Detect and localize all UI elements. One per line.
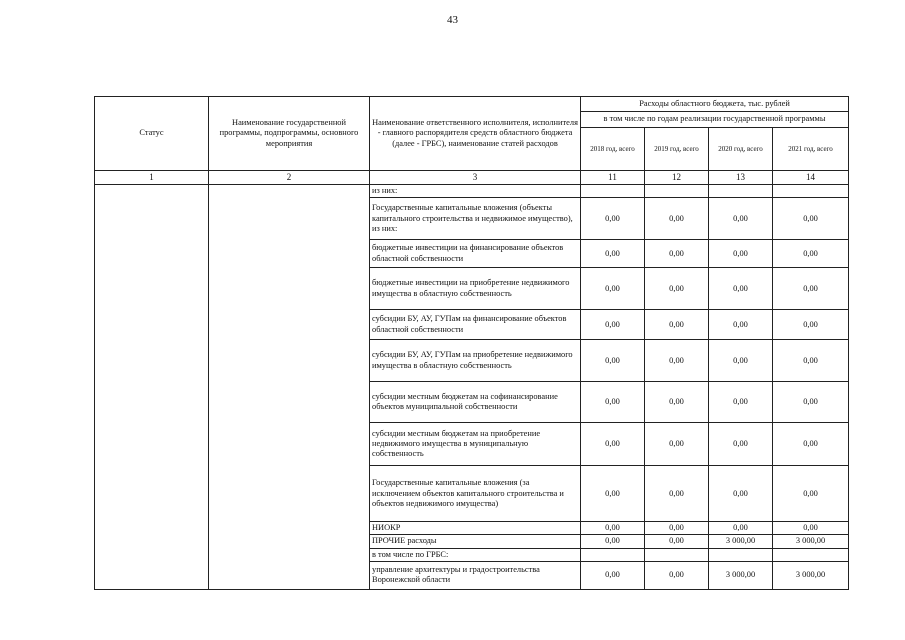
header-year-2021: 2021 год, всего	[773, 128, 849, 171]
row-label: ПРОЧИЕ расходы	[370, 535, 581, 548]
col-number: 13	[709, 171, 773, 185]
row-value: 0,00	[709, 268, 773, 310]
row-value: 0,00	[773, 466, 849, 522]
row-value: 0,00	[709, 310, 773, 340]
row-value: 0,00	[645, 382, 709, 423]
row-value: 3 000,00	[709, 535, 773, 548]
row-label: бюджетные инвестиции на приобретение недвижимого имущества в областную собственность	[370, 268, 581, 310]
row-value: 0,00	[645, 268, 709, 310]
row-value: 0,00	[645, 466, 709, 522]
row-value: 0,00	[581, 561, 645, 589]
row-value: 0,00	[773, 198, 849, 240]
status-cell	[95, 184, 209, 589]
row-value: 0,00	[773, 240, 849, 268]
row-label: субсидии местным бюджетам на софинансирование объектов муниципальной собственности	[370, 382, 581, 423]
row-value: 0,00	[709, 240, 773, 268]
row-value: 0,00	[581, 198, 645, 240]
row-value: 0,00	[773, 268, 849, 310]
row-value: 0,00	[773, 382, 849, 423]
row-value: 0,00	[645, 240, 709, 268]
row-value: 0,00	[581, 382, 645, 423]
page-number: 43	[447, 14, 458, 26]
row-value: 0,00	[581, 423, 645, 466]
row-value	[709, 548, 773, 561]
row-value	[645, 548, 709, 561]
row-value: 0,00	[645, 561, 709, 589]
row-value: 0,00	[709, 423, 773, 466]
table-row	[95, 184, 849, 197]
col-number: 1	[95, 171, 209, 185]
row-value	[645, 184, 709, 197]
header-expenses-title: Расходы областного бюджета, тыс. рублей	[581, 97, 849, 112]
row-value: 3 000,00	[709, 561, 773, 589]
row-label: Государственные капитальные вложения (объекты капитального строительства и недвижимое имущество), из них:	[370, 198, 581, 240]
row-value: 0,00	[645, 198, 709, 240]
row-value: 0,00	[709, 522, 773, 535]
header-executor: Наименование ответственного исполнителя, исполнителя - главного распорядителя средств областного бюджета (далее - ГРБС), наименование статей расходов	[370, 97, 581, 171]
row-label: субсидии местным бюджетам на приобретение недвижимого имущества в муниципальную собственность	[370, 423, 581, 466]
row-value: 0,00	[581, 466, 645, 522]
row-value	[581, 184, 645, 197]
row-label: бюджетные инвестиции на финансирование объектов областной собственности	[370, 240, 581, 268]
row-value: 0,00	[709, 466, 773, 522]
row-value: 0,00	[581, 340, 645, 382]
row-value: 0,00	[709, 198, 773, 240]
col-number: 12	[645, 171, 709, 185]
row-value	[581, 548, 645, 561]
col-number: 2	[209, 171, 370, 185]
row-label: субсидии БУ, АУ, ГУПам на финансирование объектов областной собственности	[370, 310, 581, 340]
row-label: в том числе по ГРБС:	[370, 548, 581, 561]
row-label: из них:	[370, 184, 581, 197]
row-label: управление архитектуры и градостроительства Воронежской области	[370, 561, 581, 589]
budget-table	[94, 96, 849, 590]
header-program-name: Наименование государственной программы, подпрограммы, основного мероприятия	[209, 97, 370, 171]
row-value	[709, 184, 773, 197]
row-value: 0,00	[581, 268, 645, 310]
row-value: 0,00	[773, 340, 849, 382]
row-value: 0,00	[581, 310, 645, 340]
row-value: 3 000,00	[773, 535, 849, 548]
row-value: 0,00	[773, 310, 849, 340]
row-value: 0,00	[581, 535, 645, 548]
header-year-2019: 2019 год, всего	[645, 128, 709, 171]
header-year-2018: 2018 год, всего	[581, 128, 645, 171]
row-value: 0,00	[709, 382, 773, 423]
row-value: 0,00	[645, 535, 709, 548]
row-value	[773, 184, 849, 197]
row-value: 0,00	[773, 522, 849, 535]
col-number: 11	[581, 171, 645, 185]
header-by-years: в том числе по годам реализации государственной программы	[581, 112, 849, 128]
header-status: Статус	[95, 97, 209, 171]
col-number: 14	[773, 171, 849, 185]
row-label: НИОКР	[370, 522, 581, 535]
row-value: 0,00	[709, 340, 773, 382]
row-value: 0,00	[581, 240, 645, 268]
row-value: 0,00	[581, 522, 645, 535]
row-value: 0,00	[645, 522, 709, 535]
row-value: 0,00	[645, 340, 709, 382]
row-value: 3 000,00	[773, 561, 849, 589]
row-value: 0,00	[645, 310, 709, 340]
row-label: субсидии БУ, АУ, ГУПам на приобретение недвижимого имущества в областную собственность	[370, 340, 581, 382]
program-name-cell	[209, 184, 370, 589]
row-value: 0,00	[773, 423, 849, 466]
row-value: 0,00	[645, 423, 709, 466]
header-year-2020: 2020 год, всего	[709, 128, 773, 171]
row-label: Государственные капитальные вложения (за исключением объектов капитального строительства и объектов недвижимого имущества)	[370, 466, 581, 522]
row-value	[773, 548, 849, 561]
col-number: 3	[370, 171, 581, 185]
